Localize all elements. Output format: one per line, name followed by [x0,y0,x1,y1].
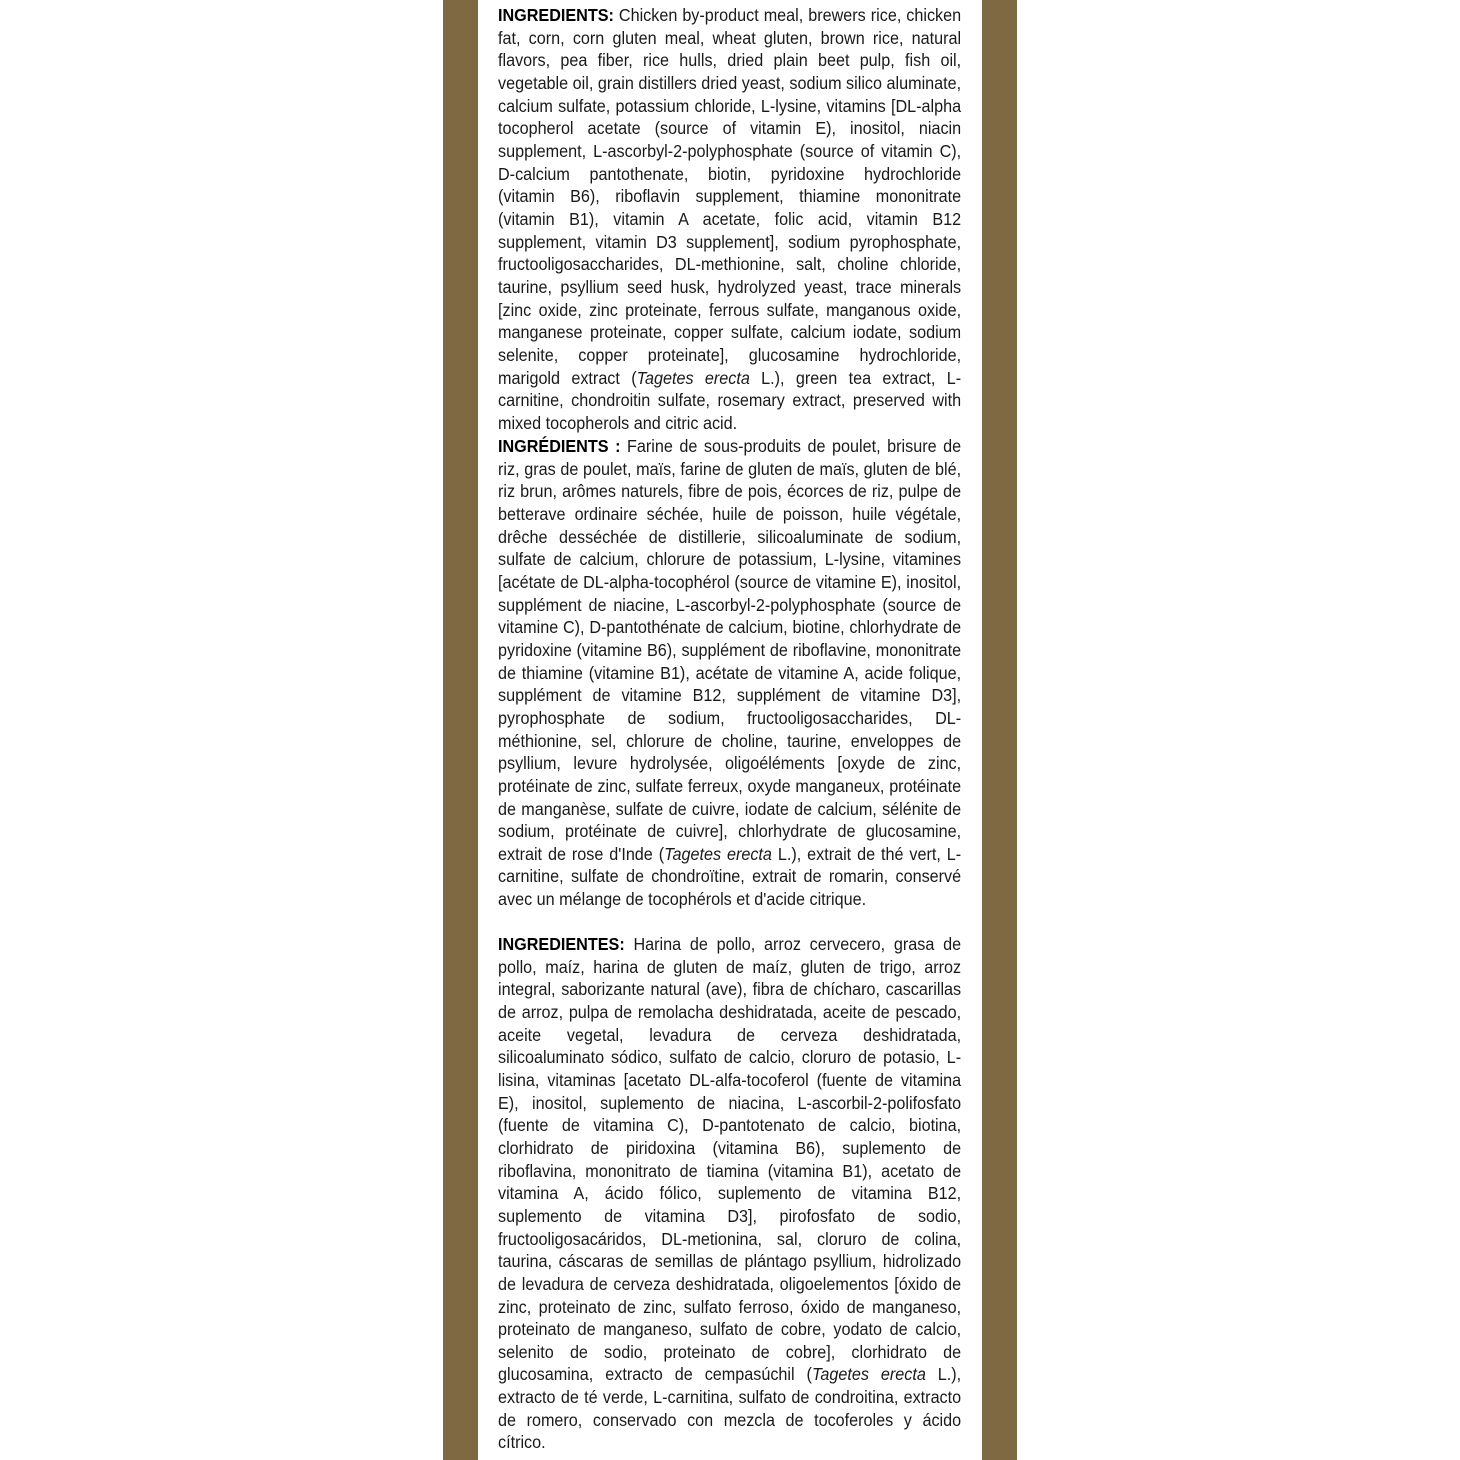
ingredients-italic-en: Tagetes erecta [636,367,750,388]
ingredients-italic-fr: Tagetes erecta [664,843,772,864]
ingredients-heading-en: INGREDIENTS: [498,5,614,25]
ingredients-heading-es: INGREDIENTES: [498,934,625,954]
ingredients-spanish [498,933,961,1454]
ingredients-text-en-part2: L.), green tea extract, L-carnitine, chondroitin sulfate, rosemary extract, preserved with mixed tocopherols and citric acid. [498,367,962,433]
ingredients-text-fr-part1: Farine de sous-produits de poulet, brisure de riz, gras de poulet, maïs, farine de gluten de maïs, gluten de blé, riz brun, arômes naturels, fibre de pois, écorces de riz, pulpe de betterave ordinaire séchée, huile de poisson, huile végétale, drêche desséchée de distillerie, silicoaluminate de sodium, sulfate de calcium, chlorure de potassium, L-lysine, vitamines [acétate de DL-alpha-tocophérol (source de vitamine E), inositol, supplément de niacine, L-ascorbyl-2-polyphosphate (source de vitamine C), D-pantothénate de calcium, biotine, chlorhydrate de pyridoxine (vitamine B6), supplément de riboflavine, mononitrate de thiamine (vitamine B1), acétate de vitamine A, acide folique, supplément de vitamine B12, supplément de vitamine D3], pyrophosphate de sodium, fructooligosaccharides, DL-méthionine, sel, chlorure de choline, taurine, enveloppes de psyllium, levure hydrolysée, oligoéléments [oxyde de zinc, protéinate de zinc, sulfate ferreux, oxyde manganeux, protéinate de manganèse, sulfate de cuivre, iodate de calcium, sélénite de sodium, protéinate de cuivre], chlorhydrate de glucosamine, extrait de rose d'Inde ( [498,436,962,864]
ingredients-text-fr-part2: L.), extrait de thé vert, L-carnitine, sulfate de chondroïtine, extrait de romarin, conservé avec un mélange de tocophérols et d'acide citrique. [498,843,962,910]
label-border-frame [443,0,1017,1460]
label-panel [478,0,982,1460]
ingredients-heading-fr: INGRÉDIENTS : [498,436,621,456]
ingredients-text-es-part1: Harina de pollo, arroz cervecero, grasa de pollo, maíz, harina de gluten de maíz, gluten de trigo, arroz integral, saborizante natural (ave), fibra de chícharo, cascarillas de arroz, pulpa de remolacha deshidratada, aceite de pescado, aceite vegetal, levadura de cerveza deshidratada, silicoaluminato sódico, sulfato de calcio, cloruro de potasio, L-lisina, vitaminas [acetato DL-alfa-tocoferol (fuente de vitamina E), inositol, suplemento de niacina, L-ascorbil-2-polifosfato (fuente de vitamina C), D-pantotenato de calcio, biotina, clorhidrato de piridoxina (vitamina B6), suplemento de riboflavina, mononitrato de tiamina (vitamina B1), acetato de vitamina A, ácido fólico, suplemento de vitamina B12, suplemento de vitamina D3], pirofosfato de sodio, fructooligosacáridos, DL-metionina, sal, cloruro de colina, taurina, cáscaras de semillas de plántago psyllium, hidrolizado de levadura de cerveza deshidratada, oligoelementos [óxido de zinc, proteinato de zinc, sulfato ferroso, óxido de manganeso, proteinato de manganeso, sulfato de cobre, yodato de calcio, selenito de sodio, proteinato de cobre], clorhidrato de glucosamina, extracto de cempasúchil ( [498,934,962,1385]
ingredients-text-en-part1: Chicken by-product meal, brewers rice, chicken fat, corn, corn gluten meal, wheat gluten, brown rice, natural flavors, pea fiber, rice hulls, dried plain beet pulp, fish oil, vegetable oil, grain distillers dried yeast, sodium silico aluminate, calcium sulfate, potassium chloride, L-lysine, vitamins [DL-alpha tocopherol acetate (source of vitamin E), inositol, niacin supplement, L-ascorbyl-2-polyphosphate (source of vitamin C), D-calcium pantothenate, biotin, pyridoxine hydrochloride (vitamin B6), riboflavin supplement, thiamine mononitrate (vitamin B1), vitamin A acetate, folic acid, vitamin B12 supplement, vitamin D3 supplement], sodium pyrophosphate, fructooligosaccharides, DL-methionine, salt, choline chloride, taurine, psyllium seed husk, hydrolyzed yeast, trace minerals [zinc oxide, zinc proteinate, ferrous sulfate, manganous oxide, manganese proteinate, copper sulfate, calcium iodate, sodium selenite, copper proteinate], glucosamine hydrochloride, marigold extract ( [498,5,962,388]
ingredients-text-es-part2: L.), extracto de té verde, L-carnitina, sulfato de condroitina, extracto de romero, conservado con mezcla de tocoferoles y ácido cítrico. [498,1364,962,1453]
ingredients-french [498,435,961,911]
ingredients-english [498,4,961,434]
ingredients-italic-es: Tagetes erecta [811,1364,926,1385]
